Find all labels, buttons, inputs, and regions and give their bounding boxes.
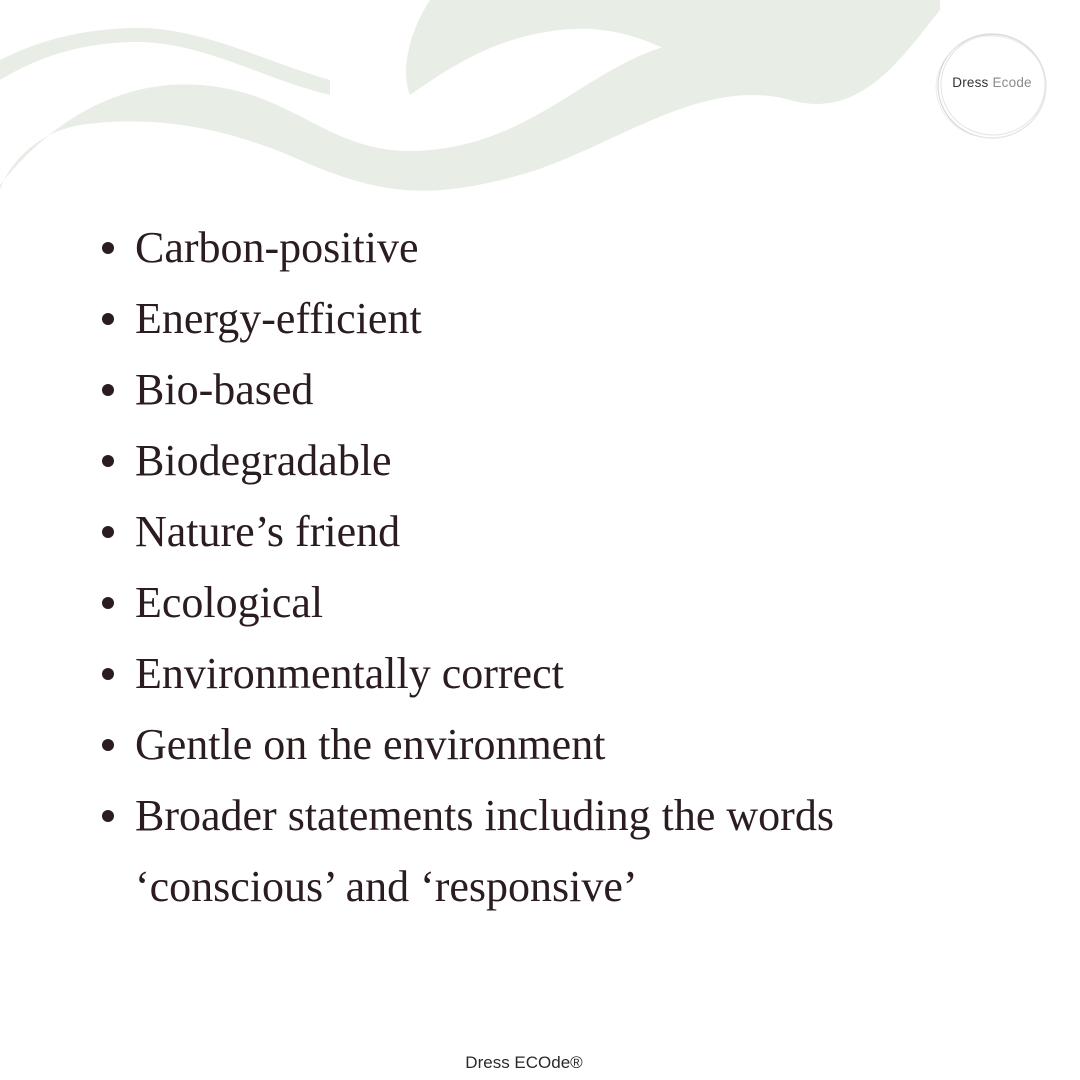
list-item: [92, 212, 992, 283]
list-item-text: Energy-efficient: [135, 294, 422, 343]
wave-band-upper: [0, 28, 330, 95]
list-item: [92, 496, 992, 567]
logo-text-ecode: Ecode: [992, 75, 1032, 90]
list-item-text: Broader statements including the words ‘conscious’ and ‘responsive’: [135, 791, 834, 911]
bullet-icon: [102, 313, 114, 325]
list-item-text: Gentle on the environment: [135, 720, 606, 769]
bullet-icon: [102, 810, 114, 822]
bullet-icon: [102, 668, 114, 680]
list-item-text: Ecological: [135, 578, 324, 627]
bullet-icon: [102, 597, 114, 609]
eco-claims-list: [92, 212, 992, 922]
bullet-icon: [102, 526, 114, 538]
logo-wordmark: [932, 75, 1052, 90]
list-item-text: Carbon-positive: [135, 223, 419, 272]
list-item: [92, 354, 992, 425]
bullet-icon: [102, 242, 114, 254]
bullet-icon: [102, 739, 114, 751]
brand-logo: [932, 30, 1052, 142]
list-item: [92, 709, 992, 780]
list-item: [92, 567, 992, 638]
list-item: [92, 780, 992, 922]
list-item-text: Biodegradable: [135, 436, 392, 485]
list-item-text: Environmentally correct: [135, 649, 564, 698]
list-item: [92, 638, 992, 709]
bullet-icon: [102, 384, 114, 396]
list-item: [92, 425, 992, 496]
footer-brand: Dress ECOde®: [465, 1053, 583, 1072]
bullet-icon: [102, 455, 114, 467]
logo-text-dress: Dress: [952, 75, 993, 90]
list-item-text: Bio-based: [135, 365, 314, 414]
list-item-text: Nature’s friend: [135, 507, 401, 556]
list-item: [92, 283, 992, 354]
